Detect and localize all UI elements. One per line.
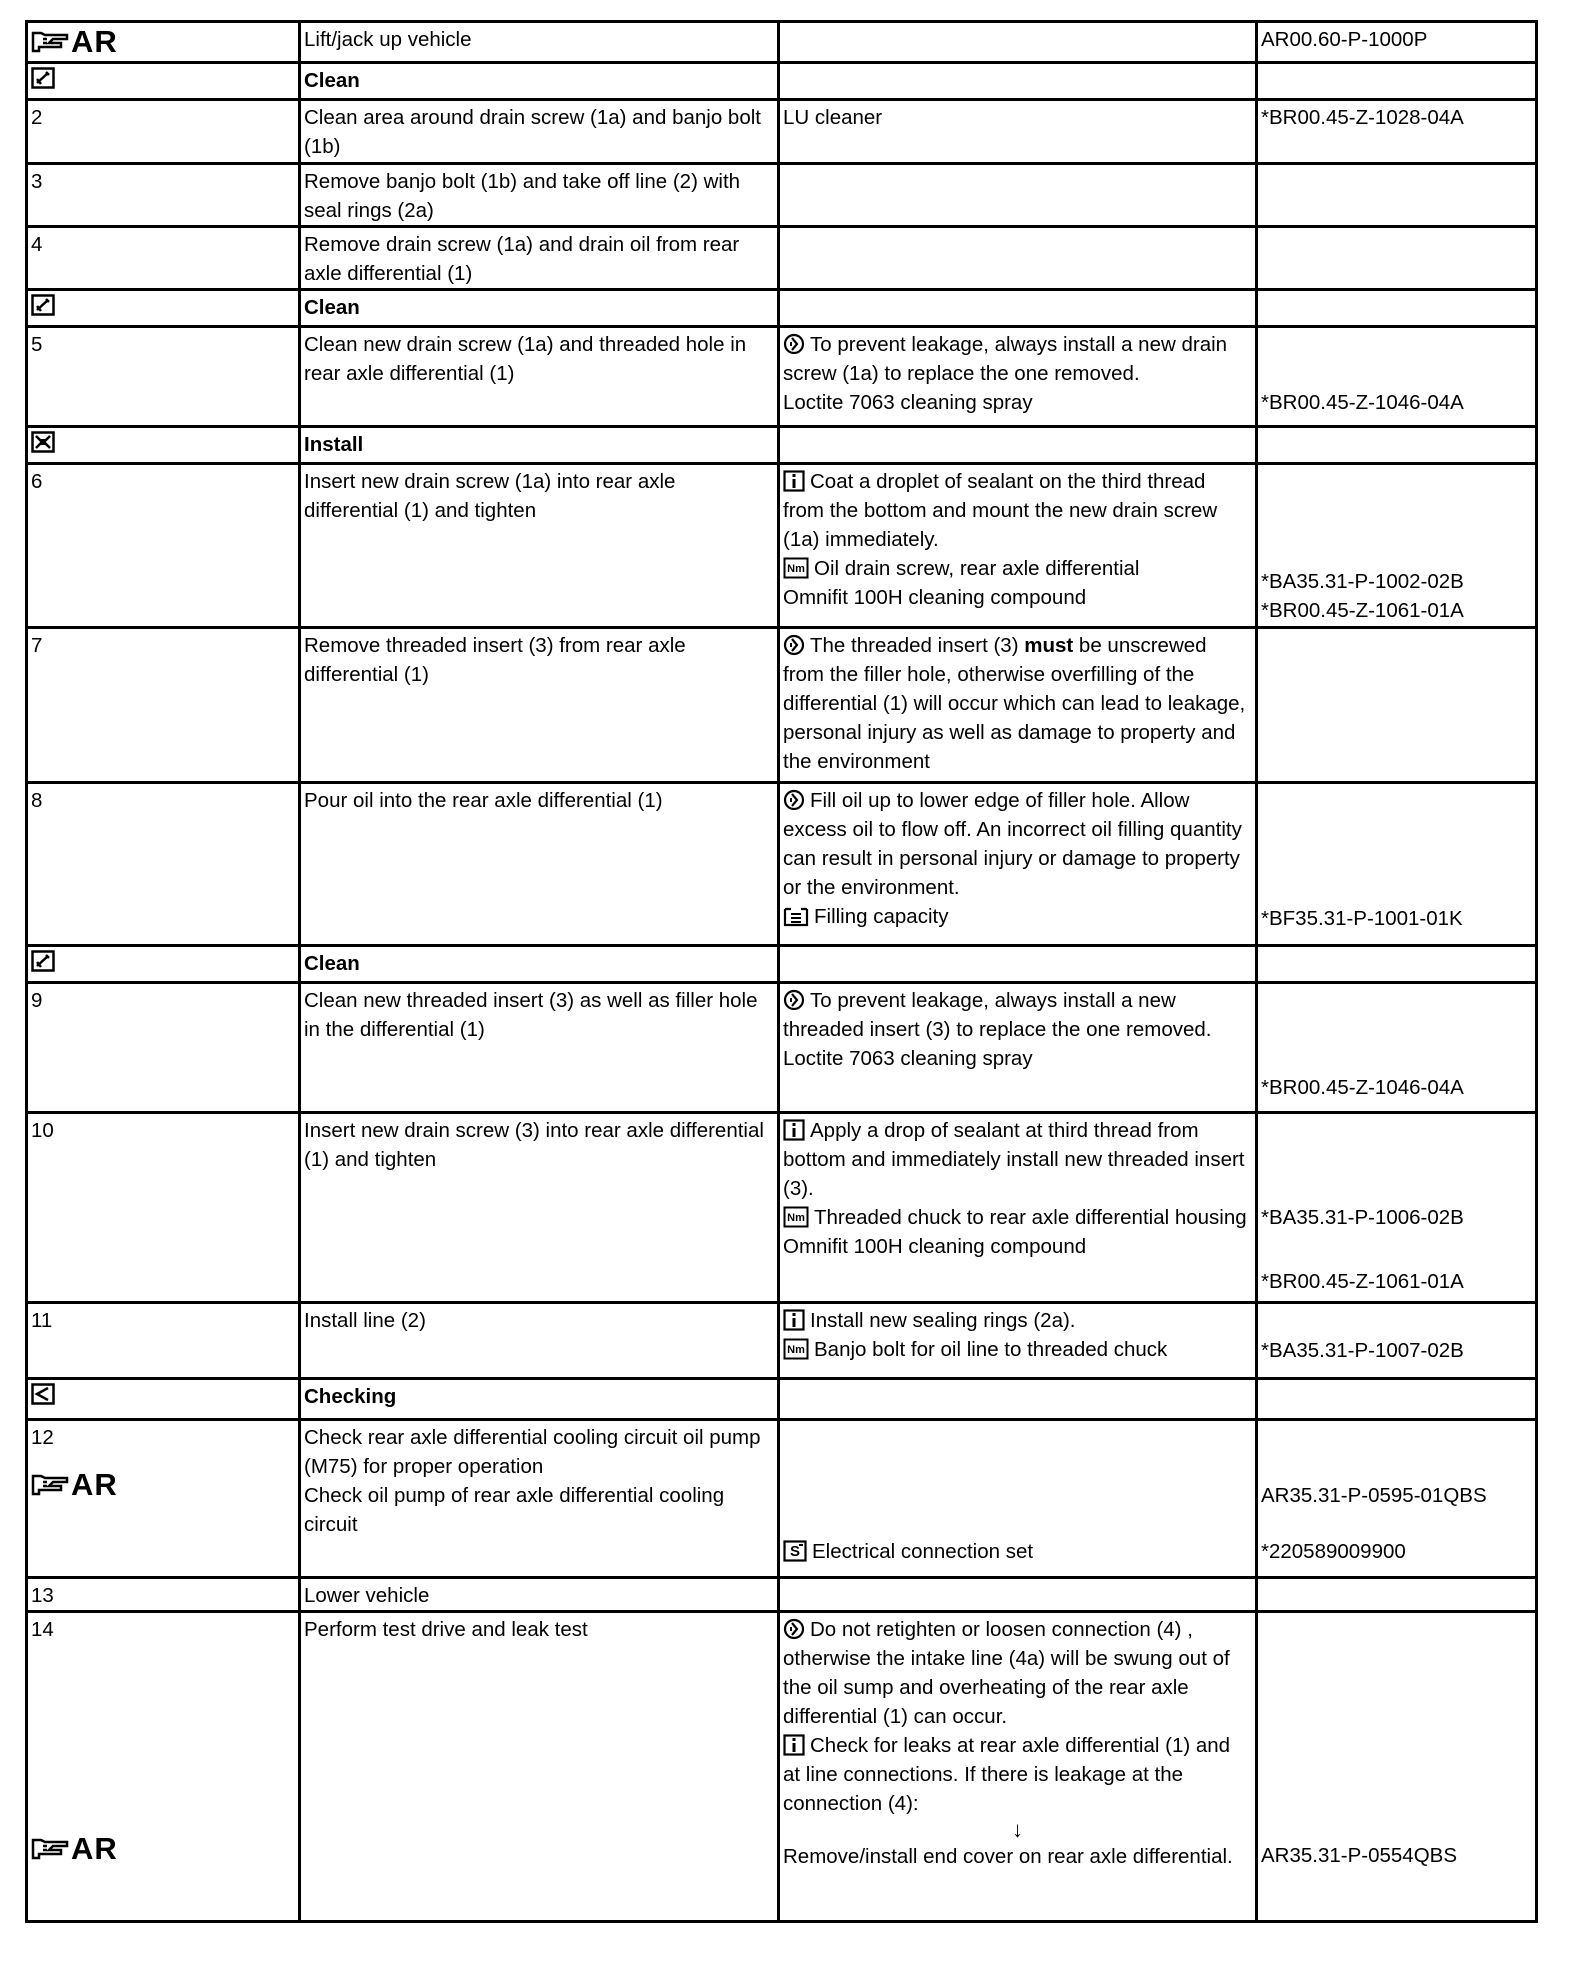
step-notes: To prevent leakage, always install a new drain screw (1a) to replace the one removed. Loctite 7063 cleaning spray — [779, 327, 1257, 427]
step-number: 14 AR — [27, 1612, 300, 1922]
svg-text:S: S — [789, 1543, 801, 1560]
step-description: Lower vehicle — [300, 1578, 779, 1612]
step-description: Perform test drive and leak test — [300, 1612, 779, 1922]
step-number: 12 AR — [27, 1420, 300, 1578]
torque-nm-icon — [783, 1338, 809, 1360]
section-title: Clean — [300, 290, 779, 327]
table-row — [27, 1303, 1537, 1379]
table-row — [27, 227, 1537, 290]
step-notes: S Electrical connection set — [779, 1420, 1257, 1578]
ar-label: AR — [71, 1831, 118, 1866]
step-number: 2 — [27, 100, 300, 164]
info-icon — [783, 1119, 805, 1141]
reference-link[interactable]: *BA35.31-P-1006-02B *BR00.45-Z-1061-01A — [1257, 1113, 1537, 1303]
svg-text:Nm: Nm — [787, 563, 805, 575]
down-arrow-icon: ↓ — [1012, 1817, 1023, 1842]
step-number: 5 — [27, 327, 300, 427]
checking-icon — [31, 1383, 55, 1405]
pointing-hand-icon — [31, 1472, 69, 1498]
step-description: Clean new threaded insert (3) as well as filler hole in the differential (1) — [300, 983, 779, 1113]
reference-link[interactable]: *BR00.45-Z-1046-04A — [1257, 983, 1537, 1113]
reference-link[interactable]: *BA35.31-P-1007-02B — [1257, 1303, 1537, 1379]
step-notes: Apply a drop of sealant at third thread from bottom and immediately install new threaded insert (3). Nm Threaded chuck to rear axle differential housing Omnifit 100H cleaning compound — [779, 1113, 1257, 1303]
step-description: Check rear axle differential cooling circuit oil pump (M75) for proper operation Check oil pump of rear axle differential cooling circuit — [300, 1420, 779, 1578]
table-row — [27, 22, 1537, 63]
step-notes: Fill oil up to lower edge of filler hole. Allow excess oil to flow off. An incorrect oil filling quantity can result in personal injury or damage to property or the environment. Filling capacity — [779, 783, 1257, 946]
work-procedure-document — [25, 20, 1535, 1923]
table-row — [27, 1420, 1537, 1578]
warning-circle-icon — [783, 333, 805, 355]
torque-nm-icon — [783, 557, 809, 579]
step-number: 6 — [27, 464, 300, 628]
warning-circle-icon — [783, 634, 805, 656]
section-row-clean — [27, 290, 1537, 327]
torque-nm-icon — [783, 1206, 809, 1228]
step-number: 11 — [27, 1303, 300, 1379]
table-row — [27, 100, 1537, 164]
table-row — [27, 327, 1537, 427]
step-description: Lift/jack up vehicle — [300, 22, 779, 63]
step-notes: To prevent leakage, always install a new threaded insert (3) to replace the one removed. Loctite 7063 cleaning spray — [779, 983, 1257, 1113]
step-notes: Coat a droplet of sealant on the third thread from the bottom and mount the new drain screw (1a) immediately. Nm Oil drain screw, rear axle differential Omnifit 100H cleaning compound — [779, 464, 1257, 628]
special-tool-icon — [783, 1540, 807, 1562]
step-number: 9 — [27, 983, 300, 1113]
pointing-hand-icon — [31, 29, 69, 55]
reference-link[interactable]: *BA35.31-P-1002-02B *BR00.45-Z-1061-01A — [1257, 464, 1537, 628]
ar-reference-marker — [31, 23, 295, 61]
step-number: 3 — [27, 164, 300, 227]
section-title: Clean — [300, 946, 779, 983]
table-row — [27, 983, 1537, 1113]
reference-link[interactable]: AR35.31-P-0554QBS — [1257, 1612, 1537, 1922]
info-icon — [783, 1309, 805, 1331]
section-title: Install — [300, 427, 779, 464]
step-notes — [779, 22, 1257, 63]
svg-text:Nm: Nm — [787, 1212, 805, 1224]
warning-circle-icon — [783, 1618, 805, 1640]
filling-capacity-icon — [783, 905, 809, 927]
install-icon — [31, 431, 55, 453]
step-description: Insert new drain screw (3) into rear axle differential (1) and tighten — [300, 1113, 779, 1303]
table-row — [27, 1612, 1537, 1922]
table-row — [27, 464, 1537, 628]
step-notes: Install new sealing rings (2a). Nm Banjo bolt for oil line to threaded chuck — [779, 1303, 1257, 1379]
step-number: 4 — [27, 227, 300, 290]
svg-text:Nm: Nm — [787, 1344, 805, 1356]
warning-circle-icon — [783, 989, 805, 1011]
table-row — [27, 1578, 1537, 1612]
pointing-hand-icon — [31, 1836, 69, 1862]
clean-icon — [31, 950, 55, 972]
table-row — [27, 783, 1537, 946]
section-title: Clean — [300, 63, 779, 100]
ar-reference-marker — [31, 1830, 295, 1868]
info-icon — [783, 470, 805, 492]
step-number: 10 — [27, 1113, 300, 1303]
table-row — [27, 628, 1537, 783]
step-number: 13 — [27, 1578, 300, 1612]
reference-link[interactable]: *BR00.45-Z-1046-04A — [1257, 327, 1537, 427]
warning-circle-icon — [783, 789, 805, 811]
table-row — [27, 1113, 1537, 1303]
step-number: 7 — [27, 628, 300, 783]
procedure-table — [25, 20, 1538, 1923]
section-title: Checking — [300, 1379, 779, 1420]
section-row-clean — [27, 63, 1537, 100]
step-description: Clean new drain screw (1a) and threaded hole in rear axle differential (1) — [300, 327, 779, 427]
reference-link[interactable]: *BF35.31-P-1001-01K — [1257, 783, 1537, 946]
info-icon — [783, 1734, 805, 1756]
step-description: Remove threaded insert (3) from rear axle differential (1) — [300, 628, 779, 783]
section-row-clean — [27, 946, 1537, 983]
step-notes: Do not retighten or loosen connection (4) , otherwise the intake line (4a) will be swung out of the oil sump and overheating of the rear axle differential (1) can occur. Check for leaks at rear axle differential (1) and at line connections. If there is leakage at the connection (4): ↓ Remove/install end cover on rear axle differential. — [779, 1612, 1257, 1922]
section-row-checking — [27, 1379, 1537, 1420]
reference-link[interactable]: AR00.60-P-1000P — [1257, 22, 1537, 63]
clean-icon — [31, 294, 55, 316]
step-description: Remove banjo bolt (1b) and take off line (2) with seal rings (2a) — [300, 164, 779, 227]
step-description: Remove drain screw (1a) and drain oil from rear axle differential (1) — [300, 227, 779, 290]
ar-reference-marker — [31, 1466, 295, 1504]
step-number: 8 — [27, 783, 300, 946]
step-description: Pour oil into the rear axle differential (1) — [300, 783, 779, 946]
clean-icon — [31, 67, 55, 89]
step-description: Clean area around drain screw (1a) and banjo bolt (1b) — [300, 100, 779, 164]
step-description: Install line (2) — [300, 1303, 779, 1379]
step-description: Insert new drain screw (1a) into rear axle differential (1) and tighten — [300, 464, 779, 628]
step-notes: LU cleaner — [779, 100, 1257, 164]
reference-link[interactable]: AR35.31-P-0595-01QBS *220589009900 — [1257, 1420, 1537, 1578]
step-notes: The threaded insert (3) must be unscrewed from the filler hole, otherwise overfilling of the differential (1) will occur which can lead to leakage, personal injury as well as damage to property and the environment — [779, 628, 1257, 783]
section-row-install — [27, 427, 1537, 464]
ar-label: AR — [71, 24, 118, 59]
ar-label: AR — [71, 1467, 118, 1502]
reference-link[interactable]: *BR00.45-Z-1028-04A — [1257, 100, 1537, 164]
table-row — [27, 164, 1537, 227]
